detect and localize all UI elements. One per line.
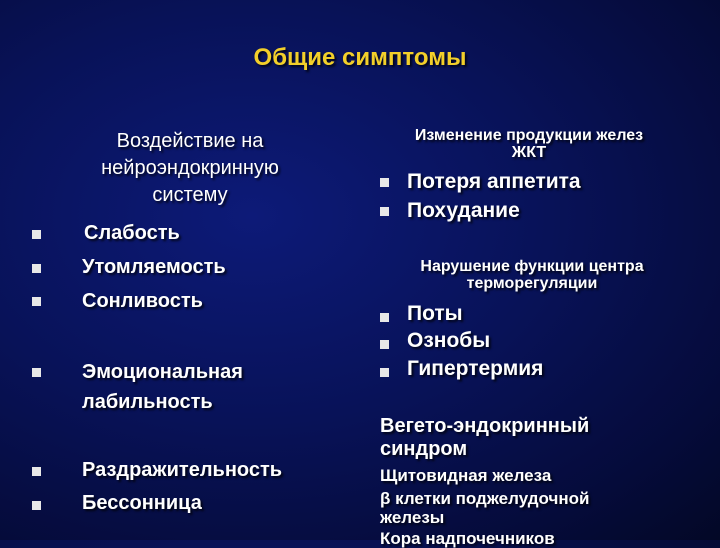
bullet-icon bbox=[32, 264, 41, 273]
symptom-hyperthermia: Гипертермия bbox=[407, 357, 544, 380]
left-heading bbox=[70, 128, 310, 209]
symptom-irritability: Раздражительность bbox=[82, 459, 283, 481]
bullet-icon bbox=[380, 340, 389, 349]
left-heading-line: нейроэндокринную bbox=[101, 157, 279, 179]
symptom-insomnia: Бессонница bbox=[82, 492, 202, 514]
symptom-line: Эмоциональная bbox=[82, 361, 243, 383]
left-heading-line: систему bbox=[152, 184, 228, 206]
symptom-fatigue: Утомляемость bbox=[82, 256, 226, 278]
bullet-icon bbox=[32, 501, 41, 510]
left-heading-line: Воздействие на bbox=[116, 130, 264, 152]
gland-adrenal-cortex: Кора надпочечников bbox=[380, 529, 555, 548]
symptom-weight-loss: Похудание bbox=[407, 199, 520, 222]
bullet-icon bbox=[32, 297, 41, 306]
symptom-weakness: Слабость bbox=[84, 222, 180, 244]
bullet-icon bbox=[380, 368, 389, 377]
gland-pancreas-beta-cells: β клетки поджелудочной bbox=[380, 489, 590, 508]
vegeto-endocrine-heading bbox=[380, 415, 680, 461]
thermo-heading-line: Нарушение функции центра bbox=[420, 258, 644, 275]
symptom-appetite-loss: Потеря аппетита bbox=[407, 170, 581, 193]
bullet-icon bbox=[32, 230, 41, 239]
thermo-heading-line: терморегуляции bbox=[466, 275, 598, 292]
thermo-heading bbox=[372, 258, 692, 292]
symptom-sweats: Поты bbox=[407, 302, 463, 325]
symptom-chills: Ознобы bbox=[407, 329, 491, 352]
gland-pancreas-line2: железы bbox=[380, 508, 445, 527]
vegeto-heading-line: Вегето-эндокринный bbox=[380, 415, 590, 437]
gland-thyroid: Щитовидная железа bbox=[380, 466, 552, 485]
gi-heading bbox=[370, 127, 688, 161]
bullet-icon bbox=[32, 467, 41, 476]
bullet-icon bbox=[380, 207, 389, 216]
bullet-icon bbox=[380, 313, 389, 322]
symptom-emotional-lability bbox=[82, 359, 243, 416]
symptom-line: лабильность bbox=[82, 391, 213, 413]
slide-title: Общие симптомы bbox=[253, 44, 467, 71]
bullet-icon bbox=[380, 178, 389, 187]
vegeto-heading-line: синдром bbox=[380, 438, 468, 460]
gi-heading-line: ЖКТ bbox=[511, 144, 547, 161]
gi-heading-line: Изменение продукции желез bbox=[414, 127, 644, 144]
bullet-icon bbox=[32, 368, 41, 377]
symptom-drowsiness: Сонливость bbox=[82, 290, 203, 312]
